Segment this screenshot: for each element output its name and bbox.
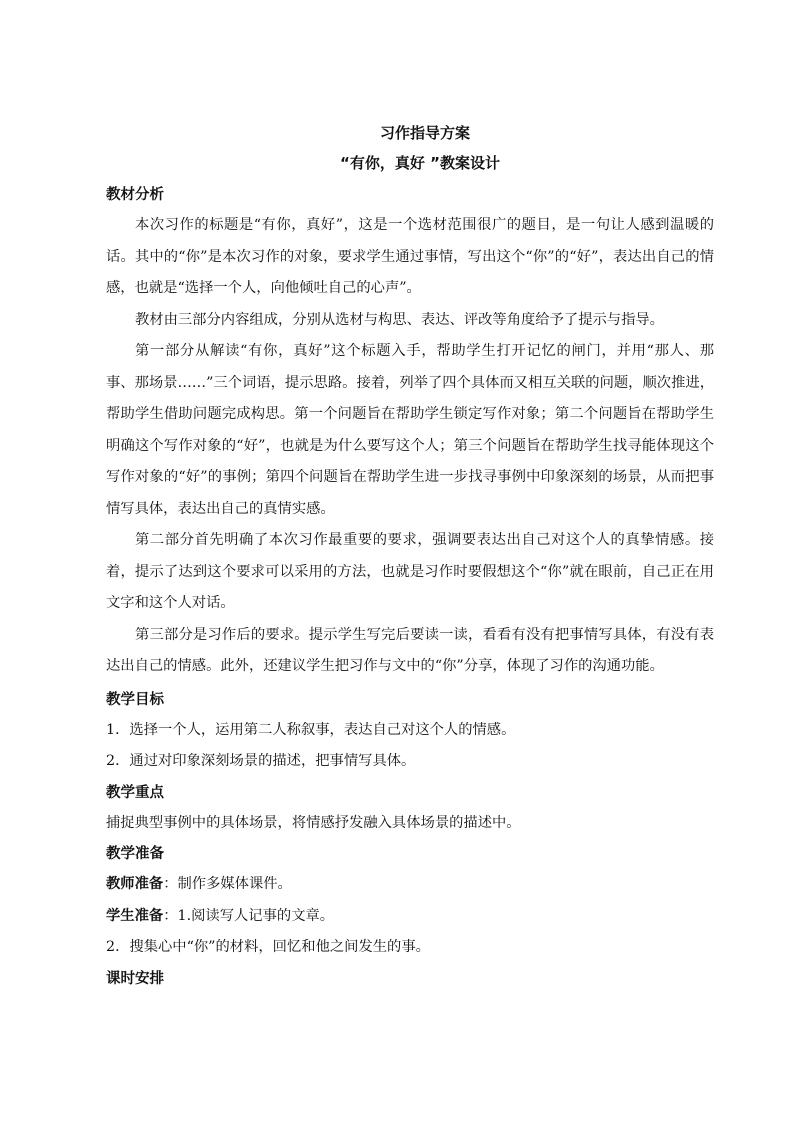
analysis-paragraph-1: 本次习作的标题是“有你，真好”，这是一个选材范围很广的题目，是一句让人感到温暖的话。其中的“你”是本次习作的对象，要求学生通过事情，写出这个“你”的“好”，表达出自己的情感，也就是“选择一个人，向他倾吐自己的心声”。 [106, 217, 714, 296]
heading-goals: 教学目标 [106, 691, 164, 708]
prep-student [106, 901, 714, 933]
analysis-paragraph-5: 第三部分是习作后的要求。提示学生写完后要读一读，看看有没有把事情写具体，有没有表达出自己的情感。此外，还建议学生把习作与文中的“你”分享，体现了习作的沟通功能。 [106, 626, 714, 674]
document-subtitle: “有你，真好 ”教案设计 [340, 154, 500, 172]
document-title: 习作指导方案 [379, 124, 470, 142]
analysis-paragraph-2: 教材由三部分内容组成，分别从选材与构思、表达、评改等角度给予了提示与指导。 [135, 311, 664, 328]
goal-item-2: 2．通过对印象深刻场景的描述，把事情写具体。 [106, 753, 416, 769]
focus-text: 捕捉典型事例中的具体场景，将情感抒发融入具体场景的描述中。 [106, 814, 521, 831]
heading-focus: 教学重点 [106, 784, 164, 801]
analysis-paragraph-3: 第一部分从解读“有你，真好”这个标题入手，帮助学生打开记忆的闸门，并用“那人、那事、那场景……”三个词语，提示思路。接着，列举了四个具体而又相互关联的问题，顺次推进，帮助学生借助问题完成构思。第一个问题旨在帮助学生锁定写作对象；第二个问题旨在帮助学生明确这个写作对象的“好”，也就是为什么要写这个人；第三个问题旨在帮助学生找寻能体现这个写作对象的“好”的事例；第四个问题旨在帮助学生进一步找寻事例中印象深刻的场景，从而把事情写具体，表达出自己的真情实感。 [106, 343, 714, 517]
prep-teacher [106, 869, 714, 901]
heading-analysis: 教材分析 [106, 187, 164, 203]
prep-teacher-text: ：制作多媒体课件。 [163, 876, 292, 892]
goal-item-1: 1．选择一个人，运用第二人称叙事，表达自己对这个人的情感。 [106, 721, 516, 738]
prep-student-item-2: 2．搜集心中“你”的材料，回忆和他之间发生的事。 [106, 939, 430, 955]
prep-student-label: 学生准备 [106, 907, 164, 924]
prep-student-text: ：1.阅读写人记事的文章。 [163, 907, 335, 924]
analysis-paragraph-4: 第二部分首先明确了本次习作最重要的要求，强调要表达出自己对这个人的真挚情感。接着，提示了达到这个要求可以采用的方法，也就是习作时要假想这个“你”就在眼前，自己正在用文字和这个人对话。 [106, 532, 714, 611]
heading-prep: 教学准备 [106, 846, 164, 862]
heading-schedule: 课时安排 [106, 970, 164, 987]
prep-teacher-label: 教师准备 [106, 876, 164, 892]
